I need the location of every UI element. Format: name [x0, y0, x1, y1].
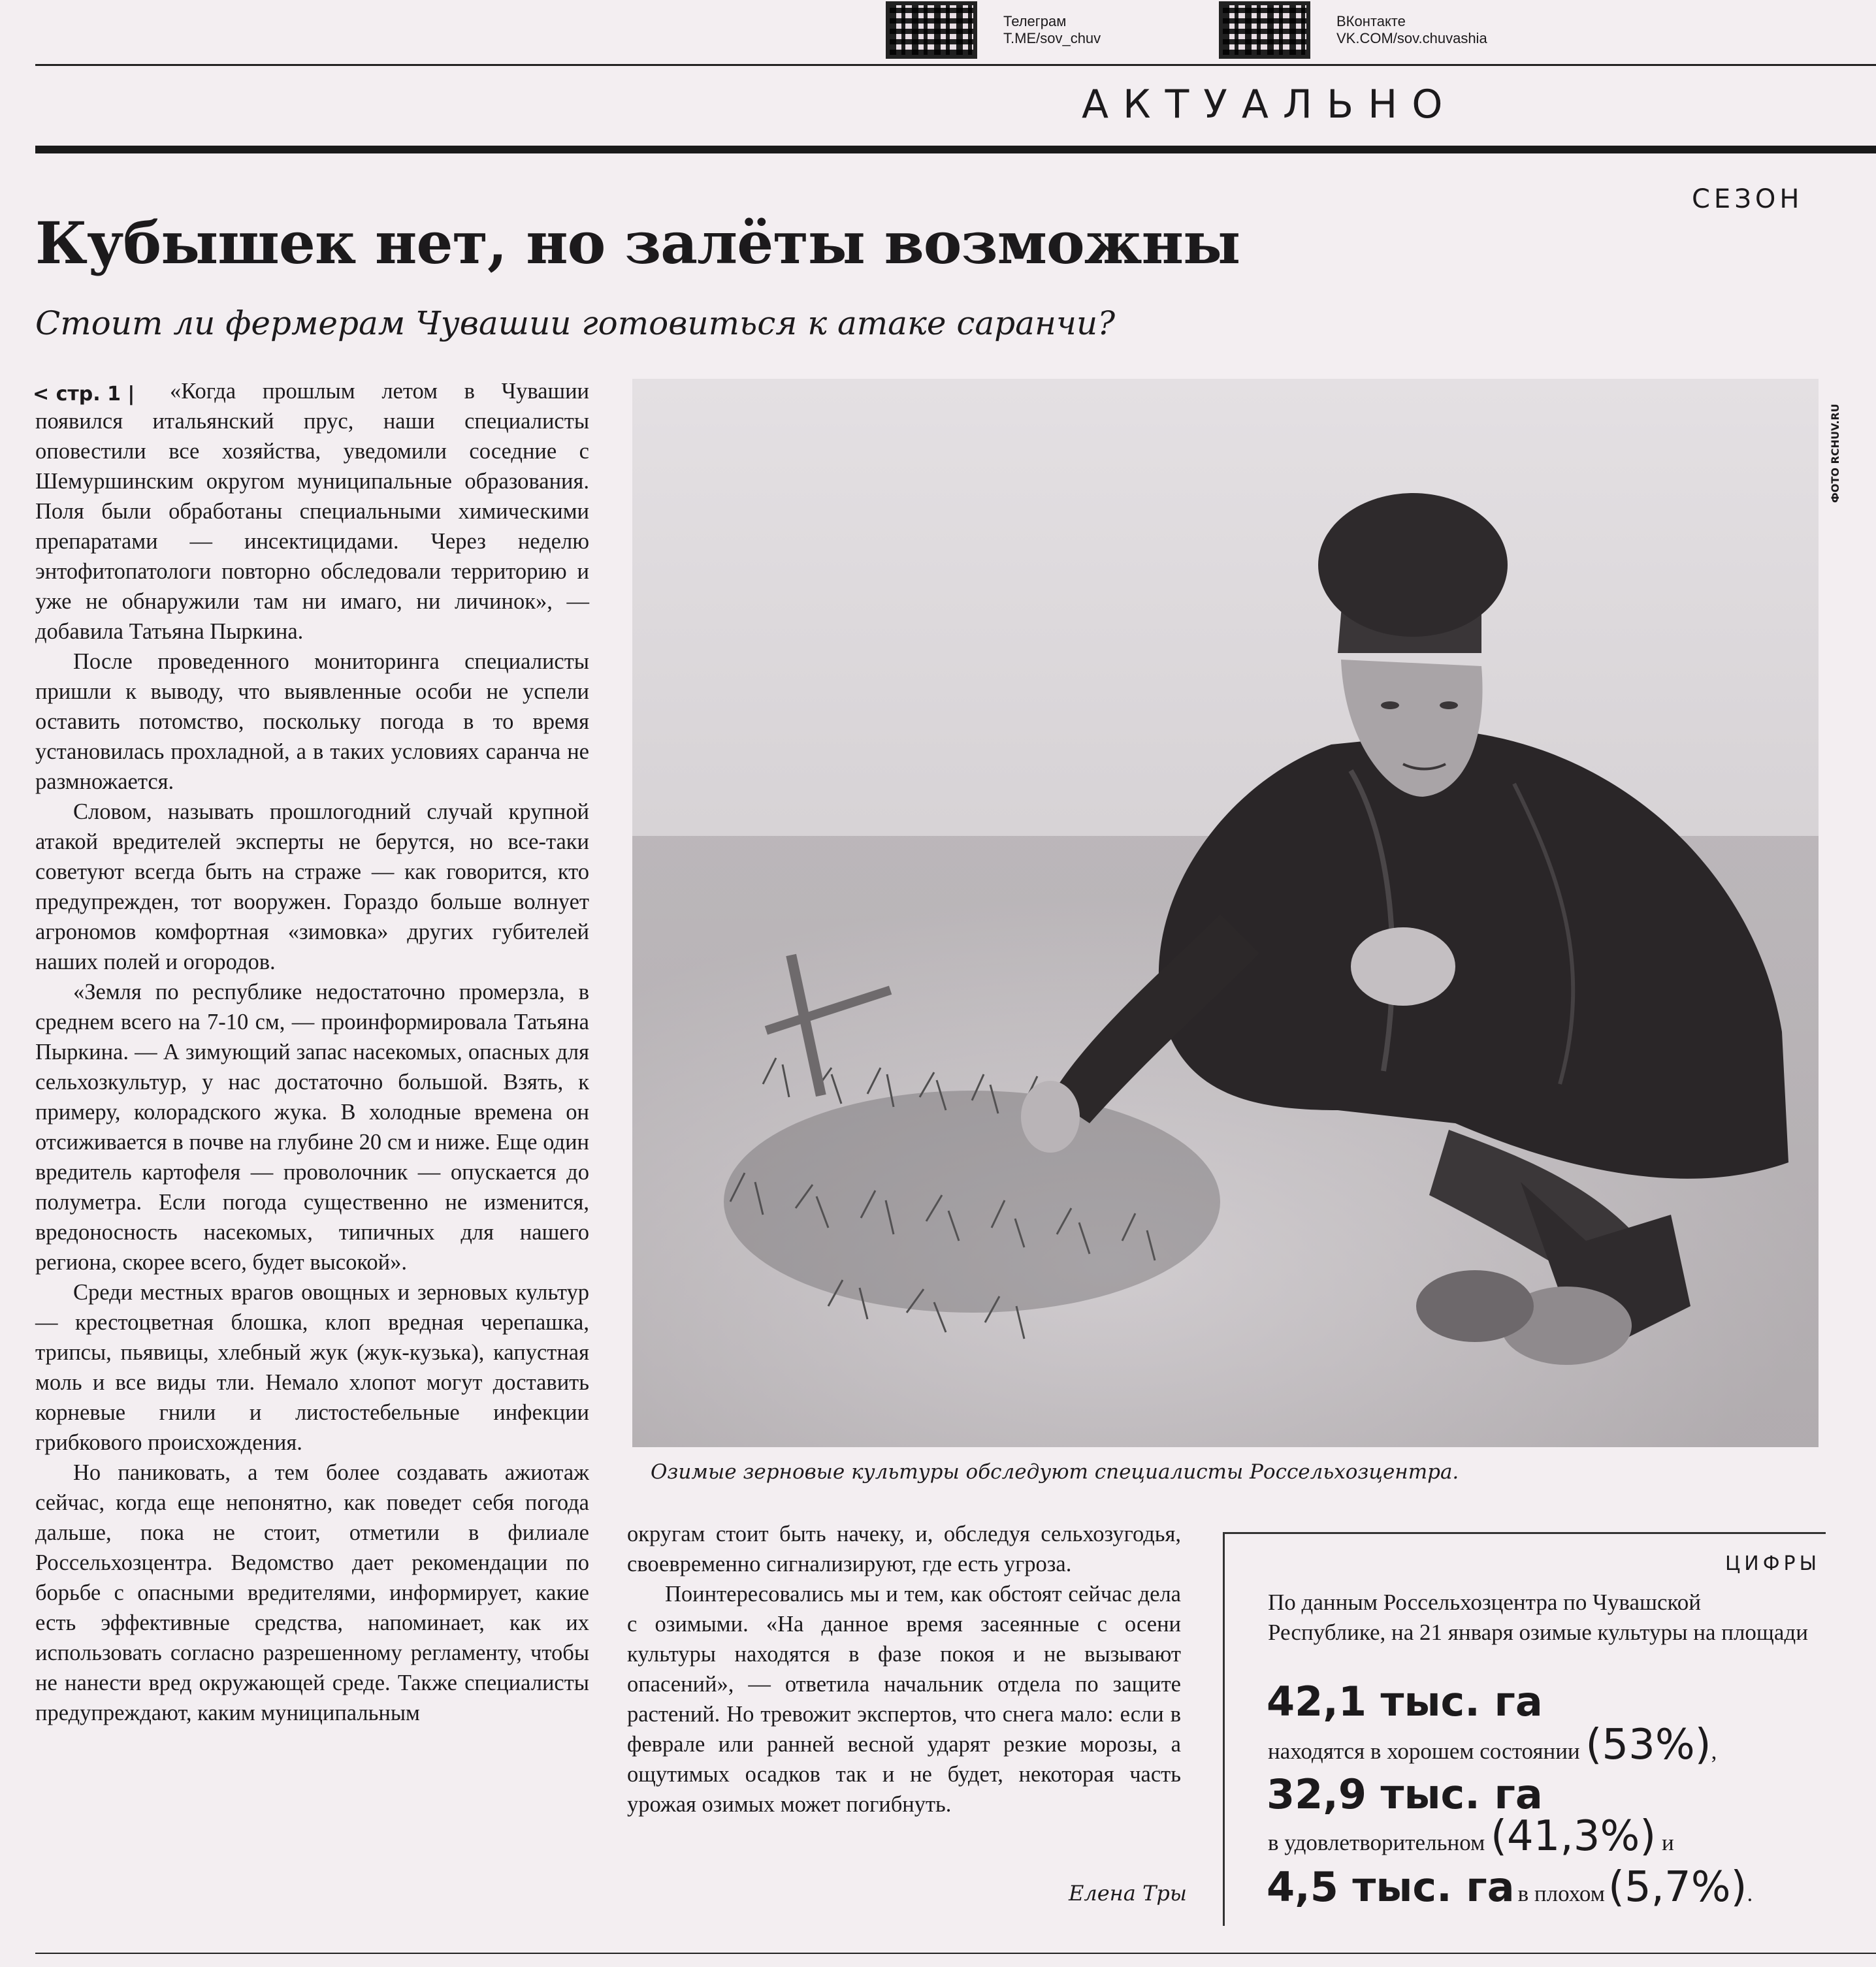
paragraph: После проведенного мониторинга специалисты пришли к выводу, что выявленные особи не успели оставить потомство, поскольку погода в то время установилась прохладной, а в таких условиях саранча не размножается.: [35, 649, 589, 794]
telegram-label: Телеграм: [1003, 13, 1067, 29]
article-photo: [632, 379, 1819, 1447]
photo-credit: ФОТО RCHUV.RU: [1829, 404, 1841, 503]
figure-percent: (41,3%): [1490, 1812, 1657, 1861]
bottom-rule: [35, 1953, 1876, 1954]
figure-desc: в плохом: [1517, 1881, 1605, 1906]
figure-conj: и: [1661, 1830, 1674, 1855]
article-column-2: [627, 1519, 1181, 1819]
paragraph: «Земля по республике недостаточно промерзла, в среднем всего на 7-10 см, — проинформировала Татьяна Пыркина. — А зимующий запас насекомых, опасных для сельхозкультур, у нас достаточно большой. Взять, к примеру, колорадского жука. В холодные времена он отсиживается в почве на глубине 20 см и ниже. Еще один вредитель картофеля — проволочник — опускается до полуметра. Если погода существенно не изменится, вредоносность насекомых, типичных для нашего региона, скорее всего, будет высокой».: [35, 980, 589, 1275]
figure-percent: (5,7%): [1608, 1863, 1747, 1911]
vk-link[interactable]: [1336, 13, 1487, 47]
vk-qr[interactable]: [1219, 1, 1310, 59]
top-rule: [35, 64, 1876, 66]
vk-label: ВКонтакте: [1336, 13, 1406, 29]
figure-value: 32,9 тыс. га: [1267, 1770, 1543, 1818]
figures-box: [1223, 1532, 1826, 1926]
figure-text: [1268, 1812, 1674, 1861]
telegram-link[interactable]: [1003, 13, 1101, 47]
section-header: АКТУАЛЬНО: [1082, 82, 1457, 127]
paragraph: Но паниковать, а тем более создавать ажиотаж сейчас, когда еще непонятно, как поведет себя погода дальше, пока не стоит, отметили в филиале Россельхозцентра. Ведомство дает рекомендации по борьбе с опасными вредителями, информирует, какие есть эффективные средства, напоминает, как их использовать согласно разрешенному регламенту, чтобы не нанести вред окружающей среде. Также специалисты предупреждают, каким муниципальным: [35, 1460, 589, 1725]
article-column-1: [35, 376, 589, 1728]
figure-value: 42,1 тыс. га: [1267, 1678, 1543, 1725]
rubric-label: СЕЗОН: [1692, 184, 1803, 214]
figure-line: 4,5 тыс. га в плохом (5,7%).: [1267, 1863, 1753, 1911]
paragraph: Поинтересовались мы и тем, как обстоят сейчас дела с озимыми. «На данное время засеянные с осени культуры находятся в фазе покоя и не вызывают опасений», — ответила начальник отдела по защите растений. Но тревожит экспертов, что снега мало: если в феврале или ранней весной ударят резкие морозы, а ощутимых осадков так и не будет, некоторая часть урожая озимых может погибнуть.: [627, 1582, 1181, 1817]
subheadline: Стоит ли фермерам Чувашии готовиться к атаке саранчи?: [35, 304, 1116, 342]
telegram-qr[interactable]: [886, 1, 977, 59]
telegram-url: T.ME/sov_chuv: [1003, 30, 1101, 46]
vk-url: VK.COM/sov.chuvashia: [1336, 30, 1487, 46]
paragraph: округам стоит быть начеку, и, обследуя сельхозугодья, своевременно сигнализируют, где есть угроза.: [627, 1522, 1181, 1576]
figure-desc: в удовлетворительном: [1268, 1830, 1485, 1855]
figures-title: ЦИФРЫ: [1725, 1552, 1821, 1575]
paragraph: Среди местных врагов овощных и зерновых культур — крестоцветная блошка, клоп вредная черепашка, трипсы, пьявицы, хлебный жук (жук-кузька), капустная моль и все виды тли. Немало хлопот могут доставить корневые гнили и листостебельные инфекции грибкового происхождения.: [35, 1280, 589, 1455]
figure-value: 4,5 тыс. га: [1267, 1863, 1515, 1911]
paragraph: «Когда прошлым летом в Чувашии появился итальянский прус, наши специалисты оповестили все хозяйства, уведомили соседние с Шемуршинским округом муниципальные образования. Поля были обработаны специальными химическими препаратами — инсектицидами. Через неделю энтофитопатологи повторно обследовали территорию и уже не обнаружили там ни имаго, ни личинок», — добавила Татьяна Пыркина.: [35, 379, 589, 644]
photo-caption: Озимые зерновые культуры обследуют специалисты Россельхозцентра.: [651, 1460, 1459, 1484]
figure-text: находятся в хорошем состоянии (53%),: [1268, 1721, 1717, 1769]
page-reference[interactable]: < стр. 1 |: [33, 383, 135, 406]
figure-desc: находятся в хорошем состоянии: [1268, 1738, 1580, 1764]
paragraph: Словом, называть прошлогодний случай крупной атакой вредителей эксперты не берутся, но все-таки советуют всегда быть на страже — как говорится, кто предупрежден, тот вооружен. Гораздо больше волнует агрономов комфортная «зимовка» других губителей наших полей и огородов.: [35, 799, 589, 974]
headline: Кубышек нет, но залёты возможны: [35, 209, 1240, 277]
section-rule: [35, 146, 1876, 153]
figure-percent: (53%): [1585, 1721, 1711, 1769]
author-signature: Елена Тры: [1069, 1881, 1187, 1906]
figures-intro: По данным Россельхозцентра по Чувашской Республике, на 21 января озимые культуры на площади: [1268, 1590, 1808, 1645]
